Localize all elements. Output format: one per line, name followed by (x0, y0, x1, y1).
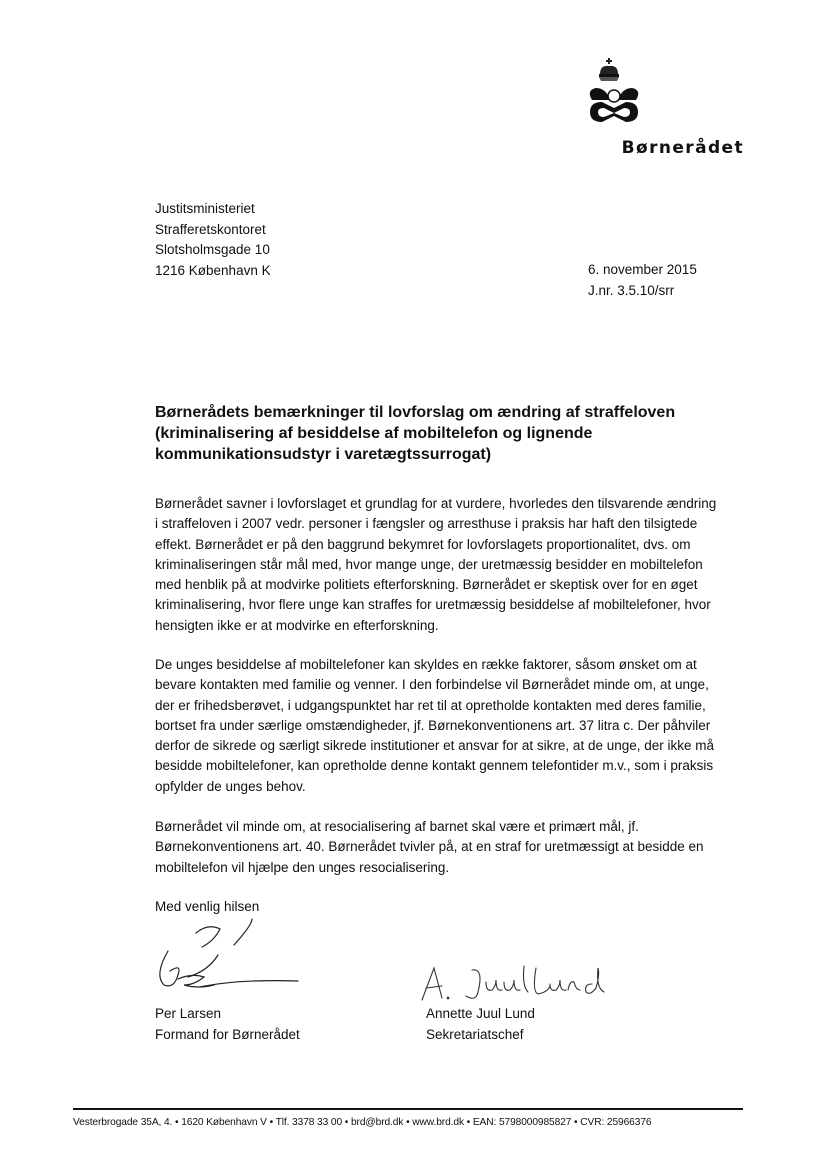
text-line: effekt. Børnerådet er på den baggrund bekymret for lovforslagets proportionalitet, dvs. om (155, 536, 691, 552)
text-line: der er frihedsberøvet, i udgangspunktet har ret til at opretholde kontakten med deres familie, (155, 697, 706, 713)
text-line: hensigten ikke er at modvirke en efterforskning. (155, 617, 439, 633)
signer-title: Sekretariatschef (426, 1026, 524, 1042)
letter-date: 6. november 2015 (588, 262, 697, 277)
address-line: Strafferetskontoret (155, 221, 266, 237)
address-line: Slotsholmsgade 10 (155, 242, 270, 257)
text-line: besidde mobiltelefoner, kan opretholde denne kontakt gennem telefontider m.v., som i praksis (155, 758, 714, 774)
text-line: opfylder de unges behov. (155, 778, 306, 794)
body-paragraph-2 (155, 655, 755, 797)
brand-name: Børnerådet (621, 138, 744, 158)
text-line: med henblik på at modvirke politiets efterforskning. Børnerådet er skeptisk over for en øget (155, 577, 698, 593)
text-line: derfor de sikrede og særligt sikrede institutioner et ansvar for at sikre, at de unge, der ikke må (155, 738, 715, 754)
text-line: Børnerådet savner i lovforslaget et grundlag for at vurdere, hvorledes den tilsvarende ændring (155, 496, 717, 511)
heading-line: Børnerådets bemærkninger til lovforslag om ændring af straffeloven (155, 404, 676, 421)
heading-line: (kriminalisering af besiddelse af mobiltelefon og lignende (155, 425, 593, 442)
text-line: Børnekonventionens art. 40. Børnerådet tvivler på, at en straf for uretmæssigt at besidde en (155, 839, 704, 855)
signer-title: Formand for Børnerådet (155, 1026, 300, 1042)
signer-1 (155, 1004, 300, 1045)
text-line: bortset fra under særlige omstændigheder, jf. Børnekonventionens art. 37 litra c. Der påhviler (155, 717, 711, 733)
letter-heading (155, 402, 715, 465)
recipient-address (155, 199, 271, 281)
body-paragraph-3 (155, 817, 755, 878)
signature-annette-juul-lund (418, 962, 613, 1006)
footer-contact: Vesterbrogade 35A, 4. • 1620 København V • Tlf. 3378 33 00 • brd@brd.dk • www.brd.dk • EAN: 5798000985827 • CVR: 25966376 (73, 1117, 652, 1128)
address-line: Justitsministeriet (155, 201, 255, 216)
text-line: kriminalisering, hvor flere unge kan straffes for uretmæssig besiddelse af mobiltelefoner, hvor (155, 597, 711, 613)
closing-salutation: Med venlig hilsen (155, 899, 260, 914)
journal-number: J.nr. 3.5.10/srr (588, 282, 675, 298)
text-line: bevare kontakten med familie og venner. I den forbindelse vil Børnerådet minde om, at unge, (155, 677, 709, 693)
body-paragraph-1 (155, 494, 755, 636)
text-line: i straffeloven i 2007 vedr. personer i fængsler og arresthuse i praksis har haft den tilsigtede (155, 516, 698, 532)
text-line: Børnerådet vil minde om, at resocialisering af barnet skal være et primært mål, jf. (155, 819, 639, 834)
text-line: mobiltelefon vil hjælpe den unges resocialisering. (155, 859, 450, 875)
text-line: kriminaliseringen står mål med, hvor mange unge, der uretmæssig besidder en mobiltelefon (155, 556, 703, 572)
address-line: 1216 København K (155, 262, 271, 278)
signer-name: Per Larsen (155, 1006, 222, 1021)
date-block (588, 260, 697, 301)
signer-2 (426, 1004, 535, 1045)
heading-line: kommunikationsudstyr i varetægtssurrogat) (155, 446, 492, 463)
text-line: De unges besiddelse af mobiltelefoner kan skyldes en række faktorer, såsom ønsket om at (155, 657, 697, 672)
signer-name: Annette Juul Lund (426, 1006, 535, 1021)
boerneraadet-logo-icon (584, 56, 644, 136)
signature-per-larsen (148, 915, 303, 997)
footer-divider (73, 1108, 743, 1110)
